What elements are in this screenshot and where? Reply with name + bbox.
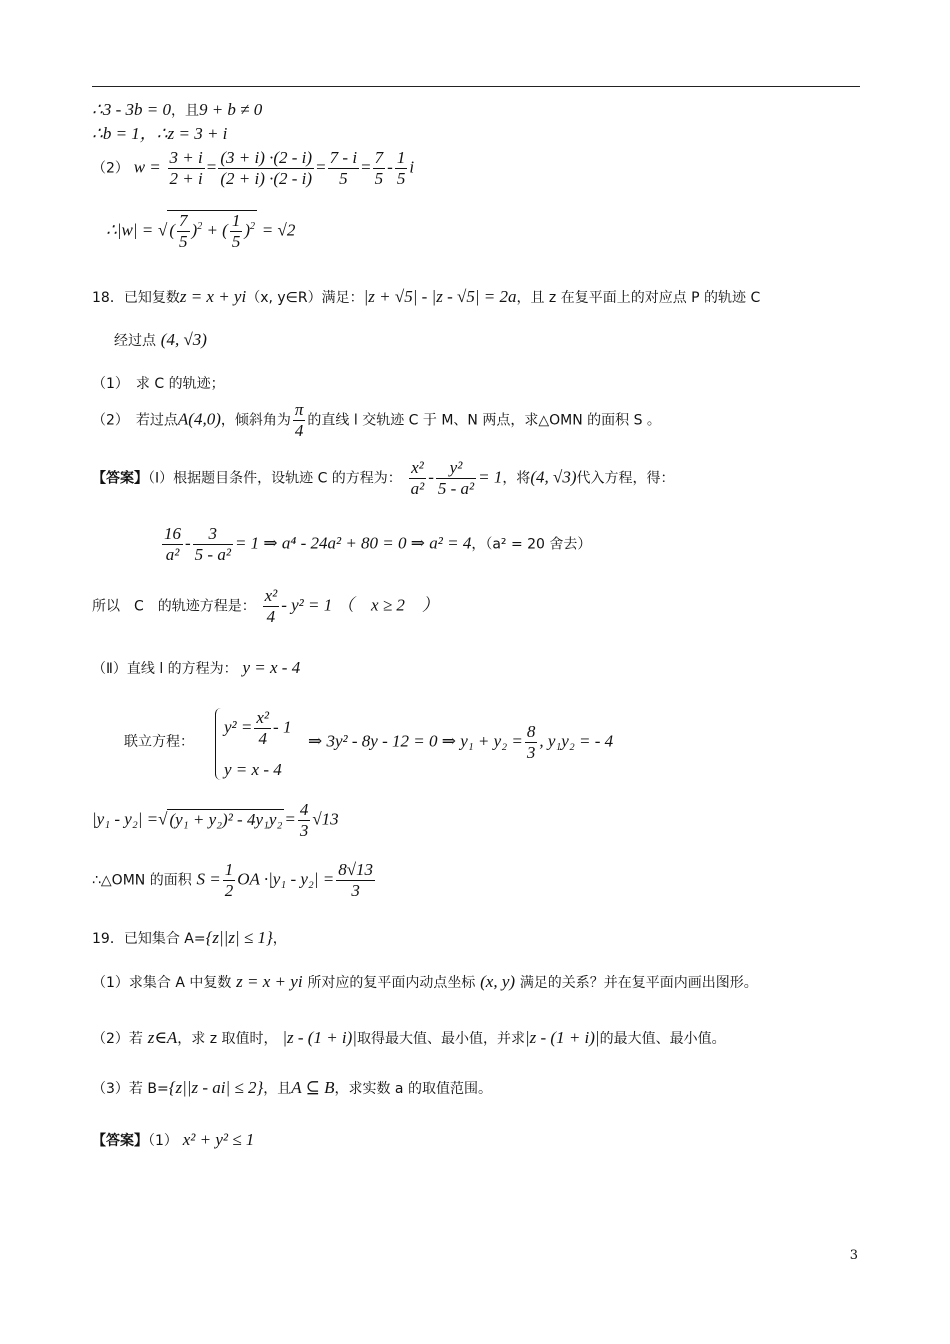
q19-part-2: （2）若 z∈A，求 z 取值时， |z - (1 + i)|取得最大值、最小值，并求|z - (1 + i)|的最大值、最小值。 — [92, 1028, 726, 1047]
frac-4-3: $\frac{4}{3}$ — [299, 800, 309, 840]
frac-x2-4: $\frac{\text{x²}}{4}$ — [264, 586, 278, 626]
frac-3-5a2: $\frac{3}{\text{5 - a²}}$ — [194, 524, 231, 564]
frac-x2-a2: $\frac{\text{x²}}{\text{a²}}$ — [410, 458, 425, 498]
answer-1-line: 【答案】（Ⅰ）根据题目条件，设轨迹 C 的方程为： $\frac{\text{x²}}{\text{a²}}$ - $\frac{\text{y²}}{\text{5 - a²}}$ = 1，将(4, √3)代入方程，得： — [92, 458, 675, 498]
frac-3: $\frac{7 - i}{5}$ — [329, 148, 358, 188]
frac-8sqrt13-3: $\frac{8√13}{3}$ — [338, 860, 374, 900]
line-3-3b: ∴3 - 3b = 0，且9 + b ≠ 0 — [92, 100, 263, 119]
answer-1-solve: $\frac{16}{\text{a²}}$ - $\frac{3}{\text{5 - a²}}$ = 1 ⇒ a⁴ - 24a² + 80 = 0 ⇒ a² = 4，（a² = 20 舍去） — [164, 524, 592, 564]
q19-answer: 【答案】（1） x² + y² ≤ 1 — [92, 1130, 255, 1149]
frac-x2-4-sys: $\frac{\text{x²}}{4}$ — [256, 708, 270, 748]
frac-y2-5a2: $\frac{\text{y²}}{\text{5 - a²}}$ — [437, 458, 475, 498]
line-b-equals: ∴b = 1，∴z = 3 + i — [92, 124, 228, 143]
q19-part-1: （1）求集合 A 中复数 z = x + yi 所对应的复平面内动点坐标 (x, y) 满足的关系？并在复平面内画出图形。 — [92, 972, 758, 991]
frac-16-a2: $\frac{16}{\text{a²}}$ — [164, 524, 181, 564]
answer-2-line: （Ⅱ）直线 l 的方程为： y = x - 4 — [92, 658, 301, 677]
q18-part-1: （1） 求 C 的轨迹； — [92, 376, 225, 392]
frac-8-3: $\frac{8}{3}$ — [526, 722, 536, 762]
answer-2-area: ∴△OMN 的面积 S = $\frac{1}{2}$ OA ·|y₁ - y₂| = $\frac{8√13}{3}$ — [92, 860, 374, 900]
system-result: ⇒ 3y² - 8y - 12 = 0 ⇒ y₁ + y₂ = $\frac{8}{3}$ , y₁y₂ = - 4 — [308, 722, 614, 762]
page-number: 3 — [849, 1248, 858, 1263]
sqrt-w: ( $\frac{7}{5}$ )$^2$ + ( $\frac{1}{5}$ )$^2$ — [169, 211, 256, 251]
q18-part-2: （2） 若过点A(4,0)，倾斜角为 $\frac{\pi}{4}$ 的直线 l 交轨迹 C 于 M、N 两点，求△OMN 的面积 S 。 — [92, 400, 661, 440]
q18-pass-point: 经过点 (4, √3) — [114, 330, 207, 349]
answer-2-system-label: 联立方程： — [124, 734, 194, 750]
system-eq-bottom: y = x - 4 — [224, 760, 282, 779]
line-abs-w: ∴|w| = √ ( $\frac{7}{5}$ )$^2$ + ( $\frac{1}{5}$ )$^2$ = √2 — [106, 211, 296, 251]
frac-1-2: $\frac{1}{2}$ — [224, 860, 234, 900]
line-w-fraction: （2） w = $\frac{3 + i}{2 + i}$ = $\frac{(3 + i) \cdot(2 - i)}{(2 + i) \cdot(2 - i)}$ = $\frac{7 - i}{5}$ = $\frac{7}{5}$ - $\frac{1}{5}$ i — [92, 148, 415, 188]
frac-1: $\frac{3 + i}{2 + i}$ — [169, 148, 203, 188]
frac-5: $\frac{1}{5}$ — [396, 148, 406, 188]
system-brace — [215, 708, 224, 780]
frac-4: $\frac{7}{5}$ — [374, 148, 384, 188]
answer-2-diff: |y₁ - y₂| =√ (y₁ + y₂)² - 4y₁y₂ = $\frac{4}{3}$ √13 — [92, 800, 339, 840]
q18-statement: 18．已知复数z = x + yi（x, y∈R）满足：|z + √5| - |z - √5| = 2a，且 z 在复平面上的对应点 P 的轨迹 C — [92, 287, 761, 306]
answer-1-result: 所以 C 的轨迹方程是： $\frac{\text{x²}}{4}$ - y² = 1 （ x ≥ 2 ） — [92, 586, 439, 626]
frac-2: $\frac{(3 + i) \cdot(2 - i)}{(2 + i) \cdot(2 - i)}$ — [220, 148, 313, 188]
q19-statement: 19．已知集合 A={z||z| ≤ 1}， — [92, 928, 287, 947]
frac-pi-4: $\frac{\pi}{4}$ — [294, 400, 304, 440]
system-eq-top: y² = $\frac{\text{x²}}{4}$ - 1 — [224, 708, 292, 748]
q19-part-3: （3）若 B={z||z - ai| ≤ 2}，且A ⊆ B，求实数 a 的取值范围。 — [92, 1078, 492, 1097]
header-rule — [92, 86, 860, 87]
